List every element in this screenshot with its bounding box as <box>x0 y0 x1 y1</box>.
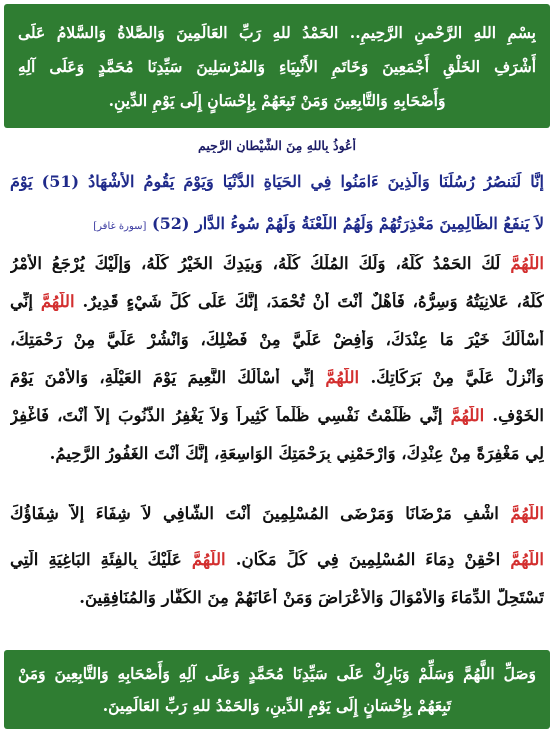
allahumma-highlight: اللَّهُمَّ <box>450 406 485 425</box>
duaa-text: وَأَنْزِلْ عَلَيَّ مِنْ بَرَكَاتِكَ. <box>370 368 544 387</box>
duaa-text: عَلَيْكَ بِالفِئَةِ البَاغِيَةِ الَّتِي <box>10 550 182 569</box>
duaa-text: الخَوْفِ. <box>492 406 544 425</box>
allahumma-highlight: اللَّهُمَّ <box>510 254 544 273</box>
opening-line-1: بِسْمِ اللهِ الرَّحْمنِ الرَّحِيمِ.. الحَمْدُ للهِ رَبِّ العَالَمِينَ وَالصَّلاةُ وَالسَّلامُ عَلَى <box>18 23 536 42</box>
surah-reference: [سورة غافر] <box>93 221 147 232</box>
duaa-text: إِنِّي <box>10 292 33 311</box>
duaa-text: كُلُّهُ، عَلانِيَتُهُ وَسِرُّهُ، فَأَهْلٌ أَنْتَ أَنْ تُحْمَدَ، إِنَّكَ عَلَى كُلِّ شَيْءٍ قَدِيرٌ. <box>82 292 544 311</box>
duaa-text: احْقِنْ دِمَاءَ المُسْلِمِينَ فِي كُلِّ مَكَانٍ. <box>235 550 501 569</box>
closing-band <box>4 650 550 729</box>
duaa-p2-line-1 <box>10 504 544 523</box>
allahumma-highlight: اللَّهُمَّ <box>510 504 544 523</box>
duaa-p1-line-3: أَسْأَلُكَ خَيْرَ مَا عِنْدَكَ، وَأَفِضْ عَلَيَّ مِنْ فَضْلِكَ، وَانْشُرْ عَلَيَّ مِنْ رَحْمَتِكَ، <box>10 330 544 349</box>
duaa-p3-line-1 <box>10 550 544 569</box>
opening-line-3: وَأَصْحَابِهِ وَالتَّابِعِينَ وَمَنْ تَبِعَهُمْ بِإِحْسَانٍ إِلَى يَوْمِ الدِّينِ. <box>108 91 446 110</box>
duaa-p1-line-5 <box>10 406 544 425</box>
duaa-text: لَكَ الحَمْدُ كُلُّهُ، وَلَكَ المُلْكُ كُلُّهُ، وَبِيَدِكَ الخَيْرُ كُلُّهُ، وَإِلَيْكَ يُرْجَعُ الأَمْرُ <box>10 254 501 273</box>
duaa-p1-line-4 <box>10 368 544 387</box>
allahumma-highlight: اللَّهُمَّ <box>325 368 360 387</box>
duaa-text: اشْفِ مَرْضَانَا وَمَرْضَى المُسْلِمِينَ أَنْتَ الشَّافِي لاَ شِفَاءَ إِلاَّ شِفَاؤُكَ <box>10 504 499 523</box>
closing-line-2: تَبِعَهُمْ بِإِحْسَانٍ إِلَى يَوْمِ الدِّينِ، وَالحَمْدُ للهِ رَبِّ العَالَمِينَ. <box>102 696 452 715</box>
duaa-p1-line-2 <box>10 292 544 311</box>
opening-band <box>4 4 550 128</box>
ayah-line-1: إِنَّا لَنَنصُرُ رُسُلَنَا وَالَّذِينَ ءَامَنُوا فِي الحَيَاةِ الدُّنْيَا وَيَوْمَ يَقُومُ الأَشْهَادُ (51) يَوْمَ <box>10 172 544 191</box>
allahumma-highlight: اللَّهُمَّ <box>510 550 544 569</box>
allahumma-highlight: اللَّهُمَّ <box>191 550 226 569</box>
isti3adha: أَعُوذُ بِاللهِ مِنَ الشَّيْطانِ الرَّجِيمِ <box>198 138 356 153</box>
duaa-text: إِنِّي أَسْأَلُكَ النَّعِيمَ يَوْمَ العَيْلَةِ، وَالأَمْنَ يَوْمَ <box>10 368 315 387</box>
ayah-line-2 <box>10 214 544 233</box>
duaa-p1-line-1 <box>10 254 544 273</box>
closing-line-1: وَصَلِّ اللَّهُمَّ وَسَلِّمْ وَبَارِكْ عَلَى سَيِّدِنَا مُحَمَّدٍ وَعَلَى آلِهِ وَأَصْحَابِهِ وَالتَّابِعِينَ وَمَنْ <box>18 664 536 683</box>
ayah-line-2-text: لاَ يَنفَعُ الظَّالِمِينَ مَعْذِرَتُهُمْ وَلَهُمُ اللَّعْنَةُ وَلَهُمْ سُوءُ الدَّارِ (52) <box>152 214 544 233</box>
main-text <box>10 132 544 641</box>
duaa-p3-line-2: تَسْتَحِلُّ الدِّمَاءَ وَالأَمْوَالَ وَالأَعْرَاضَ وَمَنْ أَعَانَهُمْ مِنَ الكُفَّارِ وَالمُنَافِقِينَ. <box>79 588 544 607</box>
allahumma-highlight: اللَّهُمَّ <box>40 292 75 311</box>
opening-line-2: أَشْرَفِ الخَلْقِ أَجْمَعِينَ وَخَاتَمِ الأَنْبِيَاءِ وَالمُرْسَلِينَ سَيِّدِنَا مُحَمَّدٍ وَعَلَى آلِهِ <box>18 57 536 76</box>
duaa-text: إِنِّي ظَلَمْتُ نَفْسِي ظُلْماً كَثِيراً وَلاَ يَغْفِرُ الذُّنُوبَ إِلاَّ أَنْتَ، فَاغْفِرْ <box>10 406 443 425</box>
duaa-p1-line-6: لِي مَغْفِرَةً مِنْ عِنْدِكَ، وَارْحَمْنِي بِرَحْمَتِكَ الوَاسِعَةِ، إِنَّكَ أَنْتَ الغَفُورُ الرَّحِيمُ. <box>49 444 544 463</box>
